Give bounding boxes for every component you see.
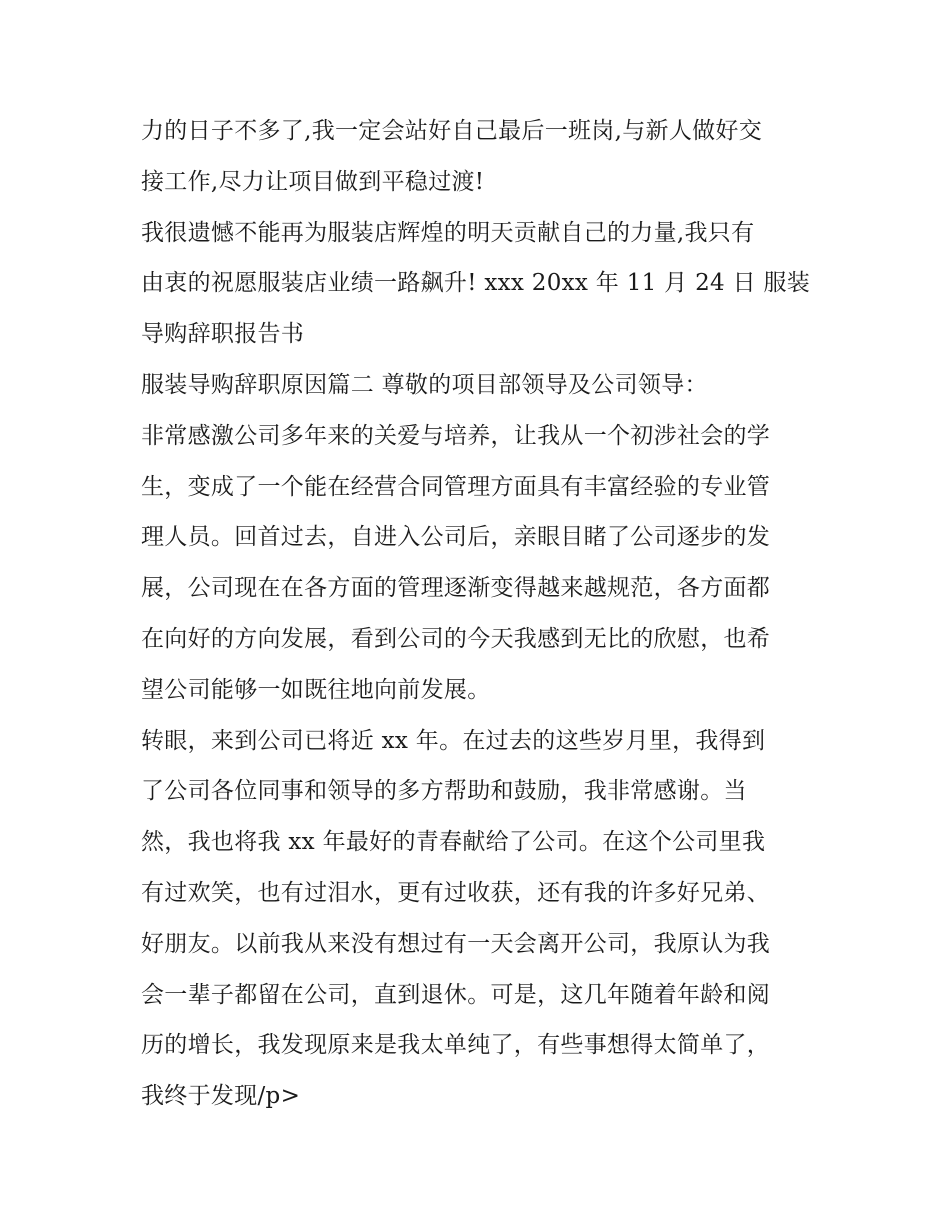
text-line: 好朋友。以前我从来没有想过有一天会离开公司，我原认为我: [141, 930, 771, 957]
text-line: 我终于发现/p>: [141, 1083, 301, 1110]
section-heading-line: 服装导购辞职原因篇二 尊敬的项目部领导及公司领导：: [141, 371, 708, 398]
text-line: 接工作,尽力让项目做到平稳过渡!: [141, 168, 485, 195]
text-line: 望公司能够一如既往地向前发展。: [141, 676, 491, 703]
text-line: 会一辈子都留在公司，直到退休。可是，这几年随着年龄和阅: [141, 981, 771, 1008]
text-line: 历的增长，我发现原来是我太单纯了，有些事想得太简单了，: [141, 1032, 771, 1059]
text-line: 力的日子不多了,我一定会站好自己最后一班岗,与新人做好交: [141, 118, 763, 144]
text-line: 然，我也将我 xx 年最好的青春献给了公司。在这个公司里我: [141, 829, 766, 856]
document-body: [141, 106, 821, 1122]
text-line: 展，公司现在在各方面的管理逐渐变得越来越规范，各方面都: [141, 575, 771, 602]
text-line: 在向好的方向发展，看到公司的今天我感到无比的欣慰，也希: [141, 625, 771, 652]
text-line: 转眼，来到公司已将近 xx 年。在过去的这些岁月里，我得到: [141, 727, 766, 754]
text-line: 了公司各位同事和领导的多方帮助和鼓励，我非常感谢。当: [141, 778, 747, 805]
text-line: 生，变成了一个能在经营合同管理方面具有丰富经验的专业管: [141, 473, 771, 500]
text-line: 由衷的祝愿服装店业绩一路飙升! xxx 20xx 年 11 月 24 日 服装: [141, 270, 811, 297]
text-line: 导购辞职报告书: [141, 321, 305, 348]
text-line: 理人员。回首过去，自进入公司后，亲眼目睹了公司逐步的发: [141, 524, 771, 551]
text-line: 非常感激公司多年来的关爱与培养，让我从一个初涉社会的学: [141, 422, 771, 449]
text-line: 我很遗憾不能再为服装店辉煌的明天贡献自己的力量,我只有: [141, 219, 755, 246]
text-line: 有过欢笑，也有过泪水，更有过收获，还有我的许多好兄弟、: [141, 879, 771, 906]
